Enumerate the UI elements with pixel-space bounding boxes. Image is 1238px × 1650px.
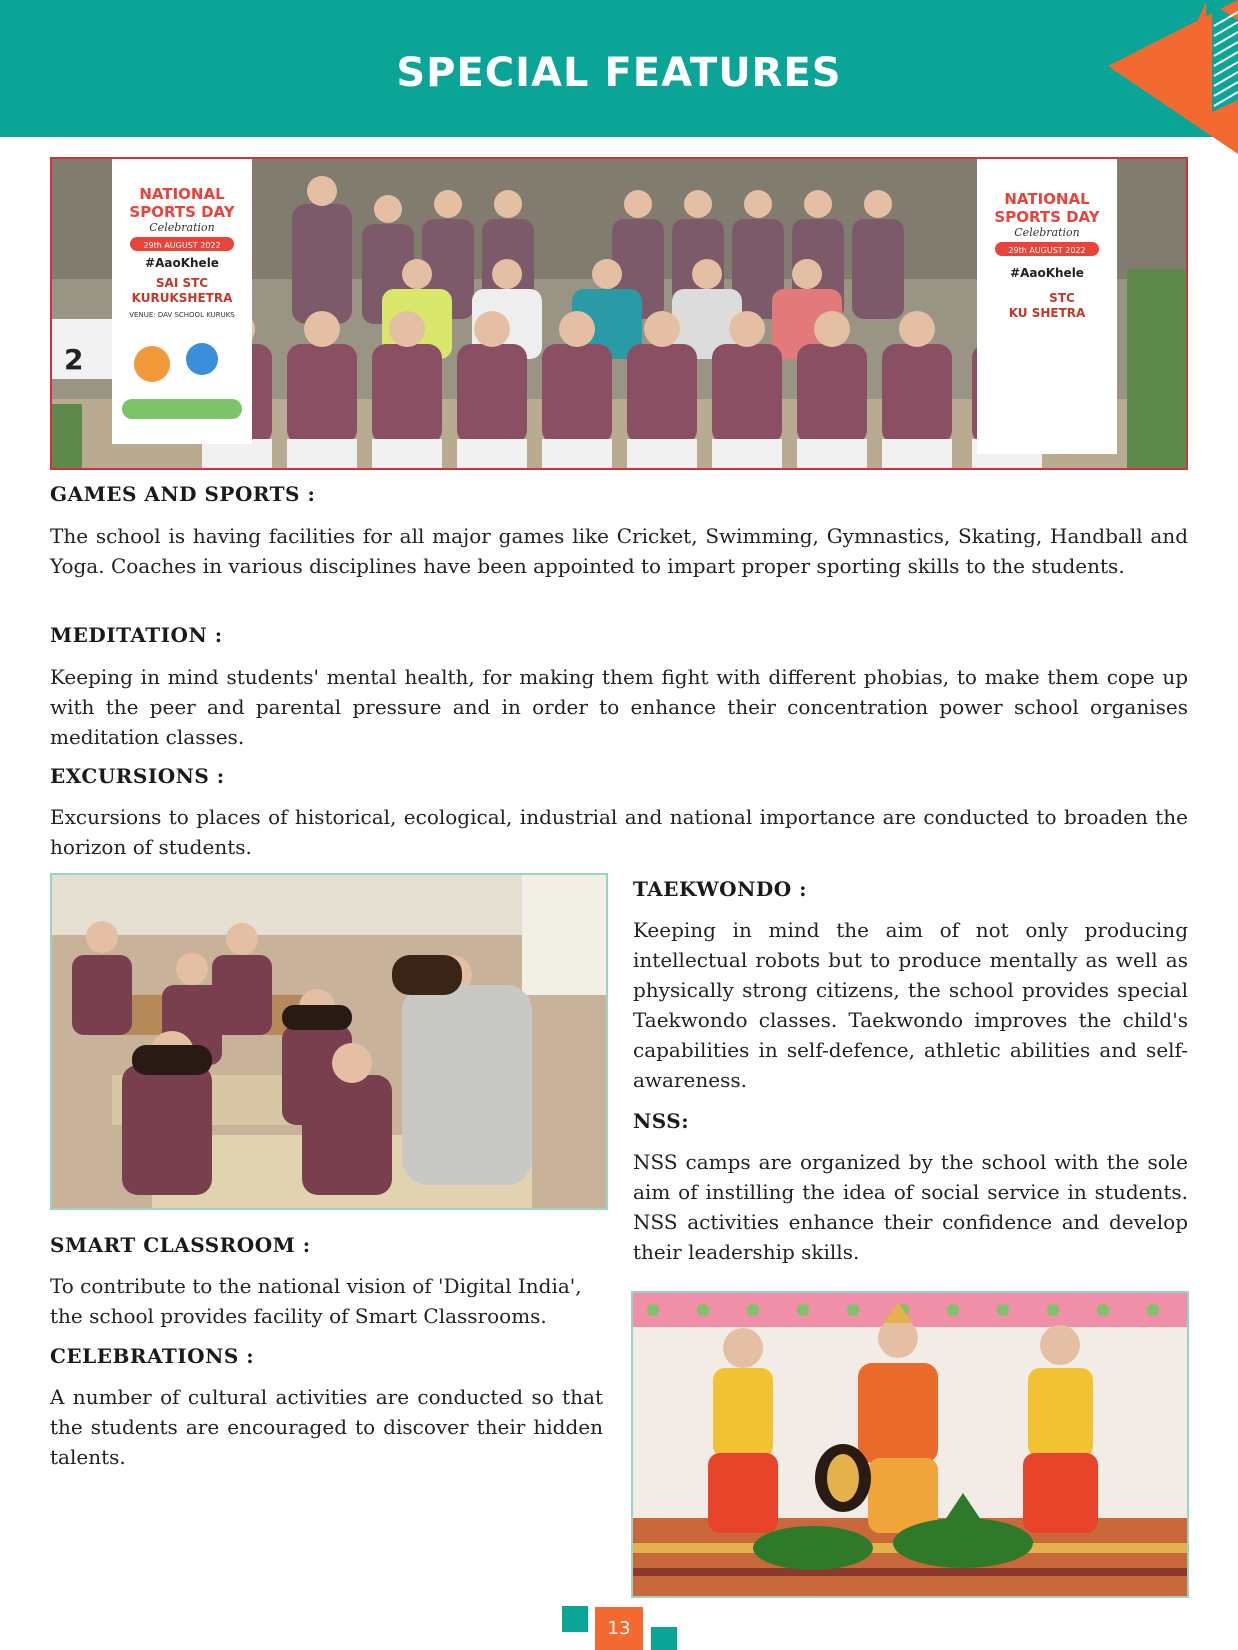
banner-left-date: 29th AUGUST 2022: [143, 241, 221, 250]
banner-left-hashtag: #AaoKhele: [145, 256, 219, 270]
excursions-text: Excursions to places of historical, ecological, industrial and national importance are conducted to broaden the horizon of students.: [50, 805, 1188, 859]
footer-decor-square-right: [651, 1627, 677, 1650]
banner-right-org1: STC: [1049, 291, 1075, 305]
box-number: 2: [64, 343, 84, 376]
banner-right-line2: SPORTS DAY: [994, 208, 1100, 226]
meditation-text: Keeping in mind students' mental health, for making them fight with different phobias, to make them cope up with the peer and parental pressure and in order to enhance their concentration power school organises meditation classes.: [50, 665, 1188, 749]
sports-day-group-photo: [50, 157, 1188, 470]
nss-text: NSS camps are organized by the school with the sole aim of instilling the idea of social service in students. NSS activities enhance their confidence and develop their leadership skills.: [633, 1150, 1188, 1264]
celebrations-text: A number of cultural activities are conducted so that the students are encouraged to discover their hidden talents.: [50, 1385, 603, 1469]
banner-right-line1: NATIONAL: [1004, 190, 1090, 208]
meditation-heading: MEDITATION :: [50, 623, 223, 647]
banner-left-line3: Celebration: [149, 221, 215, 234]
page-number: 13: [595, 1607, 643, 1650]
page-title: SPECIAL FEATURES: [396, 50, 842, 96]
corner-triangle-decoration: [1090, 0, 1238, 154]
nss-heading: NSS:: [633, 1109, 690, 1133]
banner-left-org1: SAI STC: [155, 276, 209, 290]
taekwondo-heading: TAEKWONDO :: [633, 877, 807, 901]
page-header: [0, 0, 1238, 137]
banner-right-line3: Celebration: [1014, 226, 1080, 239]
smart-classroom-text: To contribute to the national vision of 'Digital India', the school provides facility of Smart Classrooms.: [50, 1274, 582, 1328]
banner-left-line2: SPORTS DAY: [129, 203, 235, 221]
classroom-photo: [50, 873, 608, 1210]
banner-left-org2: KURUKSHETRA: [131, 291, 233, 305]
footer-decor-square-left: [562, 1606, 588, 1632]
banner-right-date: 29th AUGUST 2022: [1008, 246, 1086, 255]
celebration-performance-photo: [631, 1291, 1189, 1598]
games-heading: GAMES AND SPORTS :: [50, 482, 316, 506]
banner-right-hashtag: #AaoKhele: [1010, 266, 1084, 280]
banner-left-venue: VENUE: DAV SCHOOL KURUKS: [129, 311, 235, 319]
banner-left-line1: NATIONAL: [139, 185, 225, 203]
banner-right-org2: KU SHETRA: [1008, 306, 1086, 320]
smart-classroom-heading: SMART CLASSROOM :: [50, 1233, 311, 1257]
excursions-heading: EXCURSIONS :: [50, 764, 225, 788]
celebrations-heading: CELEBRATIONS :: [50, 1344, 255, 1368]
taekwondo-text: Keeping in mind the aim of not only producing intellectual robots but to produce mentally as well as physically strong citizens, the school provides special Taekwondo classes. Taekwondo improves the child's capabilities in self-defence, athletic abilities and self-awareness.: [633, 918, 1188, 1092]
games-text: The school is having facilities for all major games like Cricket, Swimming, Gymnastics, Skating, Handball and Yoga. Coaches in various disciplines have been appointed to impart proper sporting skills to the students.: [50, 524, 1188, 578]
